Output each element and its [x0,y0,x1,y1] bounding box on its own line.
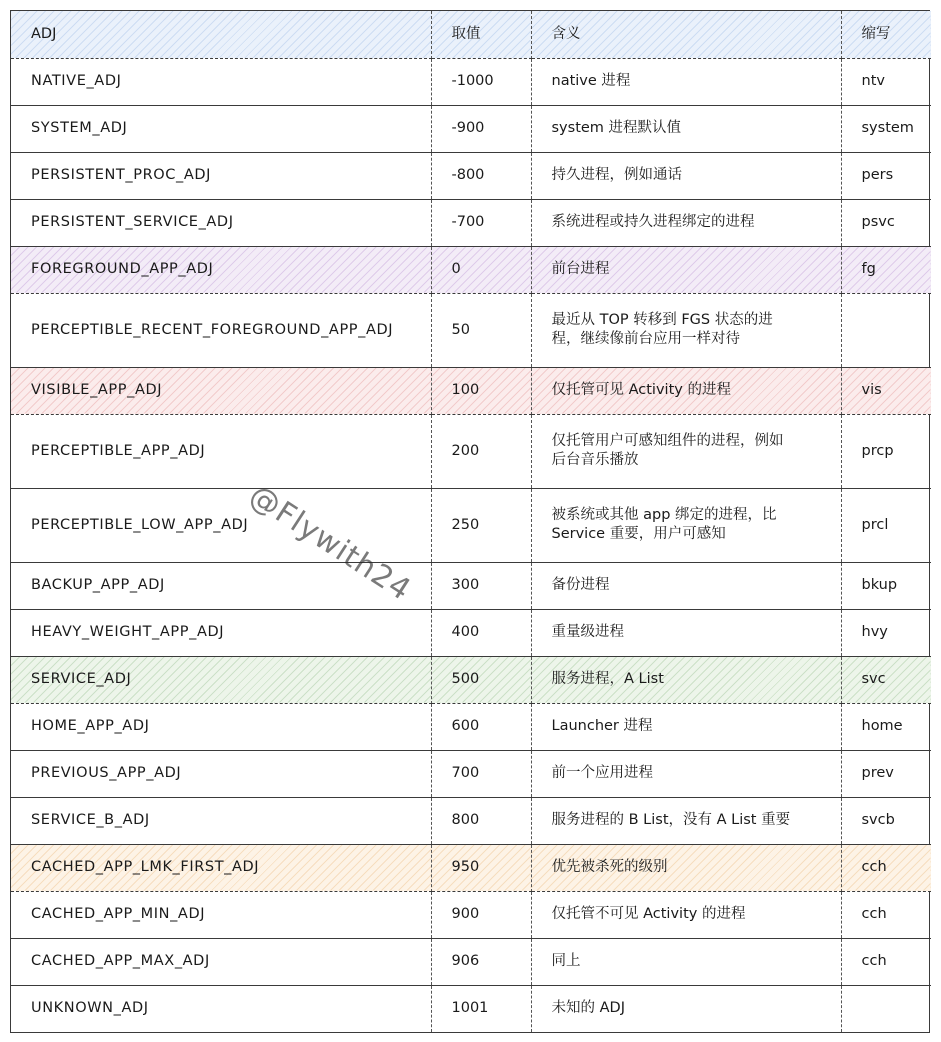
adj-meaning: 系统进程或持久进程绑定的进程 [531,199,841,246]
adj-abbr: cch [841,891,931,938]
adj-name: HOME_APP_ADJ [11,703,431,750]
adj-value: 600 [431,703,531,750]
adj-name: PREVIOUS_APP_ADJ [11,750,431,797]
watermark-text: @Flywith24 [242,478,418,609]
adj-meaning: 重量级进程 [531,609,841,656]
adj-meaning [531,414,841,488]
table-row-highlighted [11,844,931,891]
table-row [11,797,931,844]
adj-value: 200 [431,414,531,488]
adj-value: 500 [431,656,531,703]
adj-meaning: 同上 [531,938,841,985]
table-row [11,750,931,797]
adj-abbr: prcl [841,488,931,562]
adj-meaning-line: 仅托管用户可感知组件的进程，例如 [551,433,784,449]
adj-abbr: svc [841,656,931,703]
adj-abbr: prev [841,750,931,797]
adj-value: 0 [431,246,531,293]
adj-name: PERCEPTIBLE_APP_ADJ [11,414,431,488]
adj-value: -1000 [431,58,531,105]
adj-abbr: psvc [841,199,931,246]
adj-name: CACHED_APP_MIN_ADJ [11,891,431,938]
table-row [11,938,931,985]
table-row [11,891,931,938]
adj-abbr: fg [841,246,931,293]
adj-value: 300 [431,562,531,609]
adj-meaning: 持久进程，例如通话 [531,152,841,199]
table-row-highlighted [11,367,931,414]
table-row-highlighted [11,246,931,293]
adj-meaning: 前台进程 [531,246,841,293]
adj-abbr: hvy [841,609,931,656]
adj-abbr: ntv [841,58,931,105]
adj-value: 906 [431,938,531,985]
adj-meaning-line: 最近从 TOP 转移到 FGS 状态的进 [551,312,773,328]
adj-meaning: 仅托管不可见 Activity 的进程 [531,891,841,938]
table-row [11,293,931,367]
table-row [11,105,931,152]
header-meaning: 含义 [531,11,841,58]
table-row [11,414,931,488]
table-row [11,985,931,1032]
adj-table-grid [11,11,931,1032]
adj-meaning: 服务进程的 B List，没有 A List 重要 [531,797,841,844]
header-value: 取值 [431,11,531,58]
adj-abbr: pers [841,152,931,199]
adj-value: 100 [431,367,531,414]
table-header-row [11,11,931,58]
adj-name: UNKNOWN_ADJ [11,985,431,1032]
table-row [11,703,931,750]
adj-name: SERVICE_ADJ [11,656,431,703]
adj-abbr: vis [841,367,931,414]
adj-value: 50 [431,293,531,367]
header-abbr: 缩写 [841,11,931,58]
adj-name: NATIVE_ADJ [11,58,431,105]
adj-name: PERSISTENT_PROC_ADJ [11,152,431,199]
adj-meaning: Launcher 进程 [531,703,841,750]
table-row [11,609,931,656]
table-row-highlighted [11,656,931,703]
adj-abbr: cch [841,844,931,891]
table-row [11,562,931,609]
adj-value: -800 [431,152,531,199]
adj-name: BACKUP_APP_ADJ [11,562,431,609]
table-row [11,199,931,246]
adj-value: -900 [431,105,531,152]
adj-value: 800 [431,797,531,844]
adj-name: PERSISTENT_SERVICE_ADJ [11,199,431,246]
table-row [11,152,931,199]
adj-meaning: 优先被杀死的级别 [531,844,841,891]
adj-name: SERVICE_B_ADJ [11,797,431,844]
adj-meaning-line: 后台音乐播放 [551,452,639,468]
header-adj: ADJ [11,11,431,58]
adj-abbr: prcp [841,414,931,488]
adj-abbr [841,985,931,1032]
adj-name: FOREGROUND_APP_ADJ [11,246,431,293]
adj-value: 1001 [431,985,531,1032]
adj-meaning-line: 程，继续像前台应用一样对待 [551,331,740,347]
adj-abbr: cch [841,938,931,985]
adj-value: 700 [431,750,531,797]
adj-meaning: 前一个应用进程 [531,750,841,797]
adj-meaning-line: 被系统或其他 app 绑定的进程，比 [551,507,777,523]
adj-name: PERCEPTIBLE_RECENT_FOREGROUND_APP_ADJ [11,293,431,367]
adj-abbr: system [841,105,931,152]
adj-name: CACHED_APP_LMK_FIRST_ADJ [11,844,431,891]
adj-name: CACHED_APP_MAX_ADJ [11,938,431,985]
adj-meaning: 仅托管可见 Activity 的进程 [531,367,841,414]
adj-value: 900 [431,891,531,938]
adj-value: -700 [431,199,531,246]
adj-meaning: 备份进程 [531,562,841,609]
adj-abbr: svcb [841,797,931,844]
adj-meaning-line: Service 重要，用户可感知 [551,526,726,542]
adj-meaning: 未知的 ADJ [531,985,841,1032]
adj-name: PERCEPTIBLE_LOW_APP_ADJ [11,488,431,562]
adj-name: HEAVY_WEIGHT_APP_ADJ [11,609,431,656]
adj-meaning: 服务进程，A List [531,656,841,703]
adj-meaning [531,293,841,367]
adj-value: 250 [431,488,531,562]
table-row [11,58,931,105]
adj-value: 400 [431,609,531,656]
adj-abbr: home [841,703,931,750]
adj-value: 950 [431,844,531,891]
adj-name: VISIBLE_APP_ADJ [11,367,431,414]
adj-abbr [841,293,931,367]
adj-meaning: system 进程默认值 [531,105,841,152]
table-row [11,488,931,562]
adj-abbr: bkup [841,562,931,609]
adj-table [10,10,930,1033]
adj-meaning [531,488,841,562]
adj-meaning: native 进程 [531,58,841,105]
adj-name: SYSTEM_ADJ [11,105,431,152]
